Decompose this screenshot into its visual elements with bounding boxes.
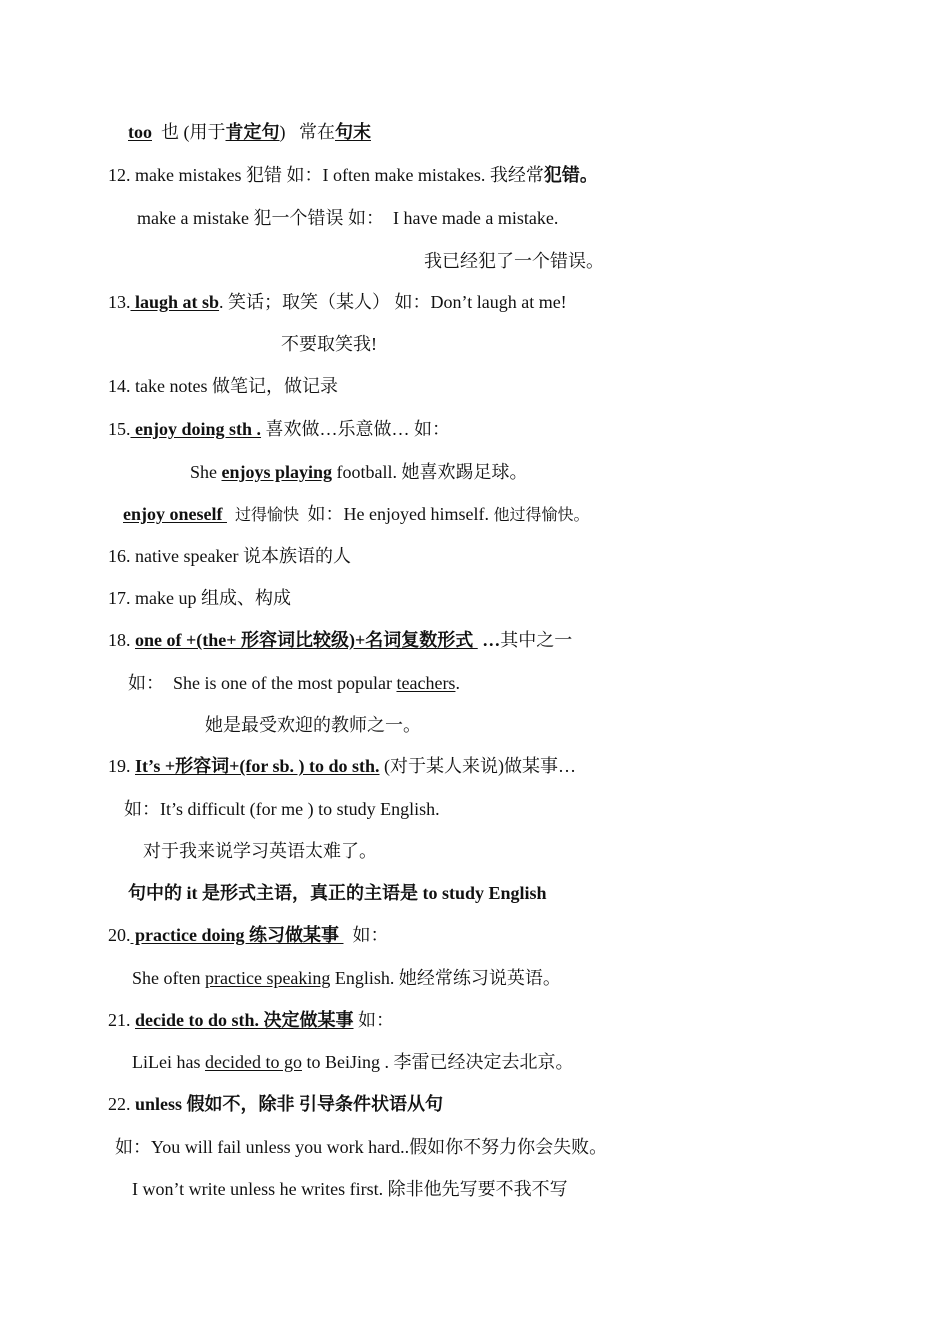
line-13-translation: [281, 333, 377, 355]
line-21: [108, 1009, 394, 1031]
text-segment: 他过得愉快。: [493, 507, 590, 524]
text-segment: She: [190, 462, 222, 482]
line-14: [108, 375, 338, 397]
line-19-translation: [143, 840, 377, 862]
line-22: [108, 1093, 443, 1115]
text-segment: . 笑话；取笑（某人） 如：Don’t laugh at me!: [219, 292, 567, 312]
line-18: [108, 629, 572, 651]
line-12: [108, 164, 598, 186]
text-segment: 句末: [335, 122, 371, 142]
text-segment: 14. take notes 做笔记，做记录: [108, 376, 338, 396]
text-segment: 句中的 it 是形式主语，真正的主语是 to study English: [128, 883, 547, 903]
line-too: [128, 121, 371, 143]
text-segment: .: [455, 673, 460, 693]
text-segment: decided to go: [204, 1052, 302, 1072]
text-segment: 喜欢做…乐意做… 如：: [261, 419, 451, 439]
text-segment: 我已经犯了一个错误。: [424, 251, 604, 271]
text-segment: I won’t write unless he writes first. 除非他先写要不我不写: [132, 1179, 568, 1199]
text-segment: enjoys playing: [221, 462, 333, 482]
line-15-example: [190, 461, 528, 483]
text-segment: 18.: [108, 630, 135, 650]
text-segment: English. 她经常练习说英语。: [330, 968, 561, 988]
text-segment: unless 假如不，除非 引导条件状语从句: [135, 1094, 444, 1114]
text-segment: football. 她喜欢踢足球。: [332, 462, 528, 482]
text-segment: 如：It’s difficult (for me ) to study English.: [124, 799, 440, 819]
line-16: [108, 545, 351, 567]
line-13: [108, 291, 567, 313]
text-segment: 对于我来说学习英语太难了。: [143, 841, 377, 861]
text-segment: 如：He enjoyed himself.: [303, 504, 494, 524]
text-segment: 21.: [108, 1010, 135, 1030]
text-segment: 不要取笑我!: [281, 334, 377, 354]
text-segment: 16. native speaker 说本族语的人: [108, 546, 351, 566]
text-segment: teachers: [396, 673, 456, 693]
text-segment: practice doing 练习做某事: [130, 925, 344, 945]
line-12-translation: [424, 250, 604, 272]
text-segment: (对于某人来说)做某事…: [379, 756, 577, 776]
line-18-example: [128, 672, 460, 694]
text-segment: 20.: [108, 925, 131, 945]
text-segment: …: [477, 630, 501, 650]
line-12-example: [137, 207, 558, 229]
line-22-example-2: [132, 1178, 568, 1200]
text-segment: She often: [132, 968, 205, 988]
text-segment: 过得愉快: [226, 507, 303, 524]
text-segment: enjoy oneself: [123, 504, 227, 524]
line-20: [108, 924, 389, 946]
text-segment: one of +(the+ 形容词比较级)+名词复数形式: [135, 630, 478, 650]
text-segment: LiLei has: [132, 1052, 205, 1072]
line-21-example: [132, 1051, 573, 1073]
text-segment: enjoy doing sth .: [130, 419, 262, 439]
line-20-example: [132, 967, 561, 989]
text-segment: 如： She is one of the most popular: [128, 673, 397, 693]
text-segment: 19.: [108, 756, 135, 776]
line-22-example-1: [115, 1136, 607, 1158]
text-segment: 如：You will fail unless you work hard..假如你不努力你会失败。: [115, 1137, 608, 1157]
text-segment: 如：: [343, 925, 389, 945]
text-segment: 22.: [108, 1094, 135, 1114]
text-segment: 12. make mistakes 犯错 如：I often make mistakes. 我经常: [108, 165, 544, 185]
text-segment: laugh at sb: [130, 292, 220, 312]
line-17: [108, 587, 291, 609]
text-segment: 如：: [353, 1010, 395, 1030]
line-19-note: [128, 882, 547, 904]
text-segment: too: [128, 122, 152, 142]
text-segment: 她是最受欢迎的教师之一。: [205, 715, 421, 735]
line-19: [108, 755, 576, 777]
line-15: [108, 418, 450, 440]
text-segment: 肯定句: [225, 122, 280, 142]
line-19-example: [124, 798, 440, 820]
text-segment: 17. make up 组成、构成: [108, 588, 291, 608]
line-15-enjoy-oneself: [123, 503, 589, 527]
text-segment: ) 常在: [279, 122, 335, 142]
text-segment: 其中之一: [500, 630, 573, 650]
line-18-translation: [205, 714, 421, 736]
text-segment: 13.: [108, 292, 131, 312]
text-segment: practice speaking: [204, 968, 331, 988]
text-segment: It’s +形容词+(for sb. ) to do sth.: [135, 756, 380, 776]
text-segment: 15.: [108, 419, 131, 439]
text-segment: to BeiJing . 李雷已经决定去北京。: [301, 1052, 574, 1072]
text-segment: 犯错。: [543, 165, 598, 185]
text-segment: decide to do sth. 决定做某事: [135, 1010, 354, 1030]
text-segment: 也 (用于: [152, 122, 226, 142]
text-segment: make a mistake 犯一个错误 如： I have made a mistake.: [137, 208, 559, 228]
